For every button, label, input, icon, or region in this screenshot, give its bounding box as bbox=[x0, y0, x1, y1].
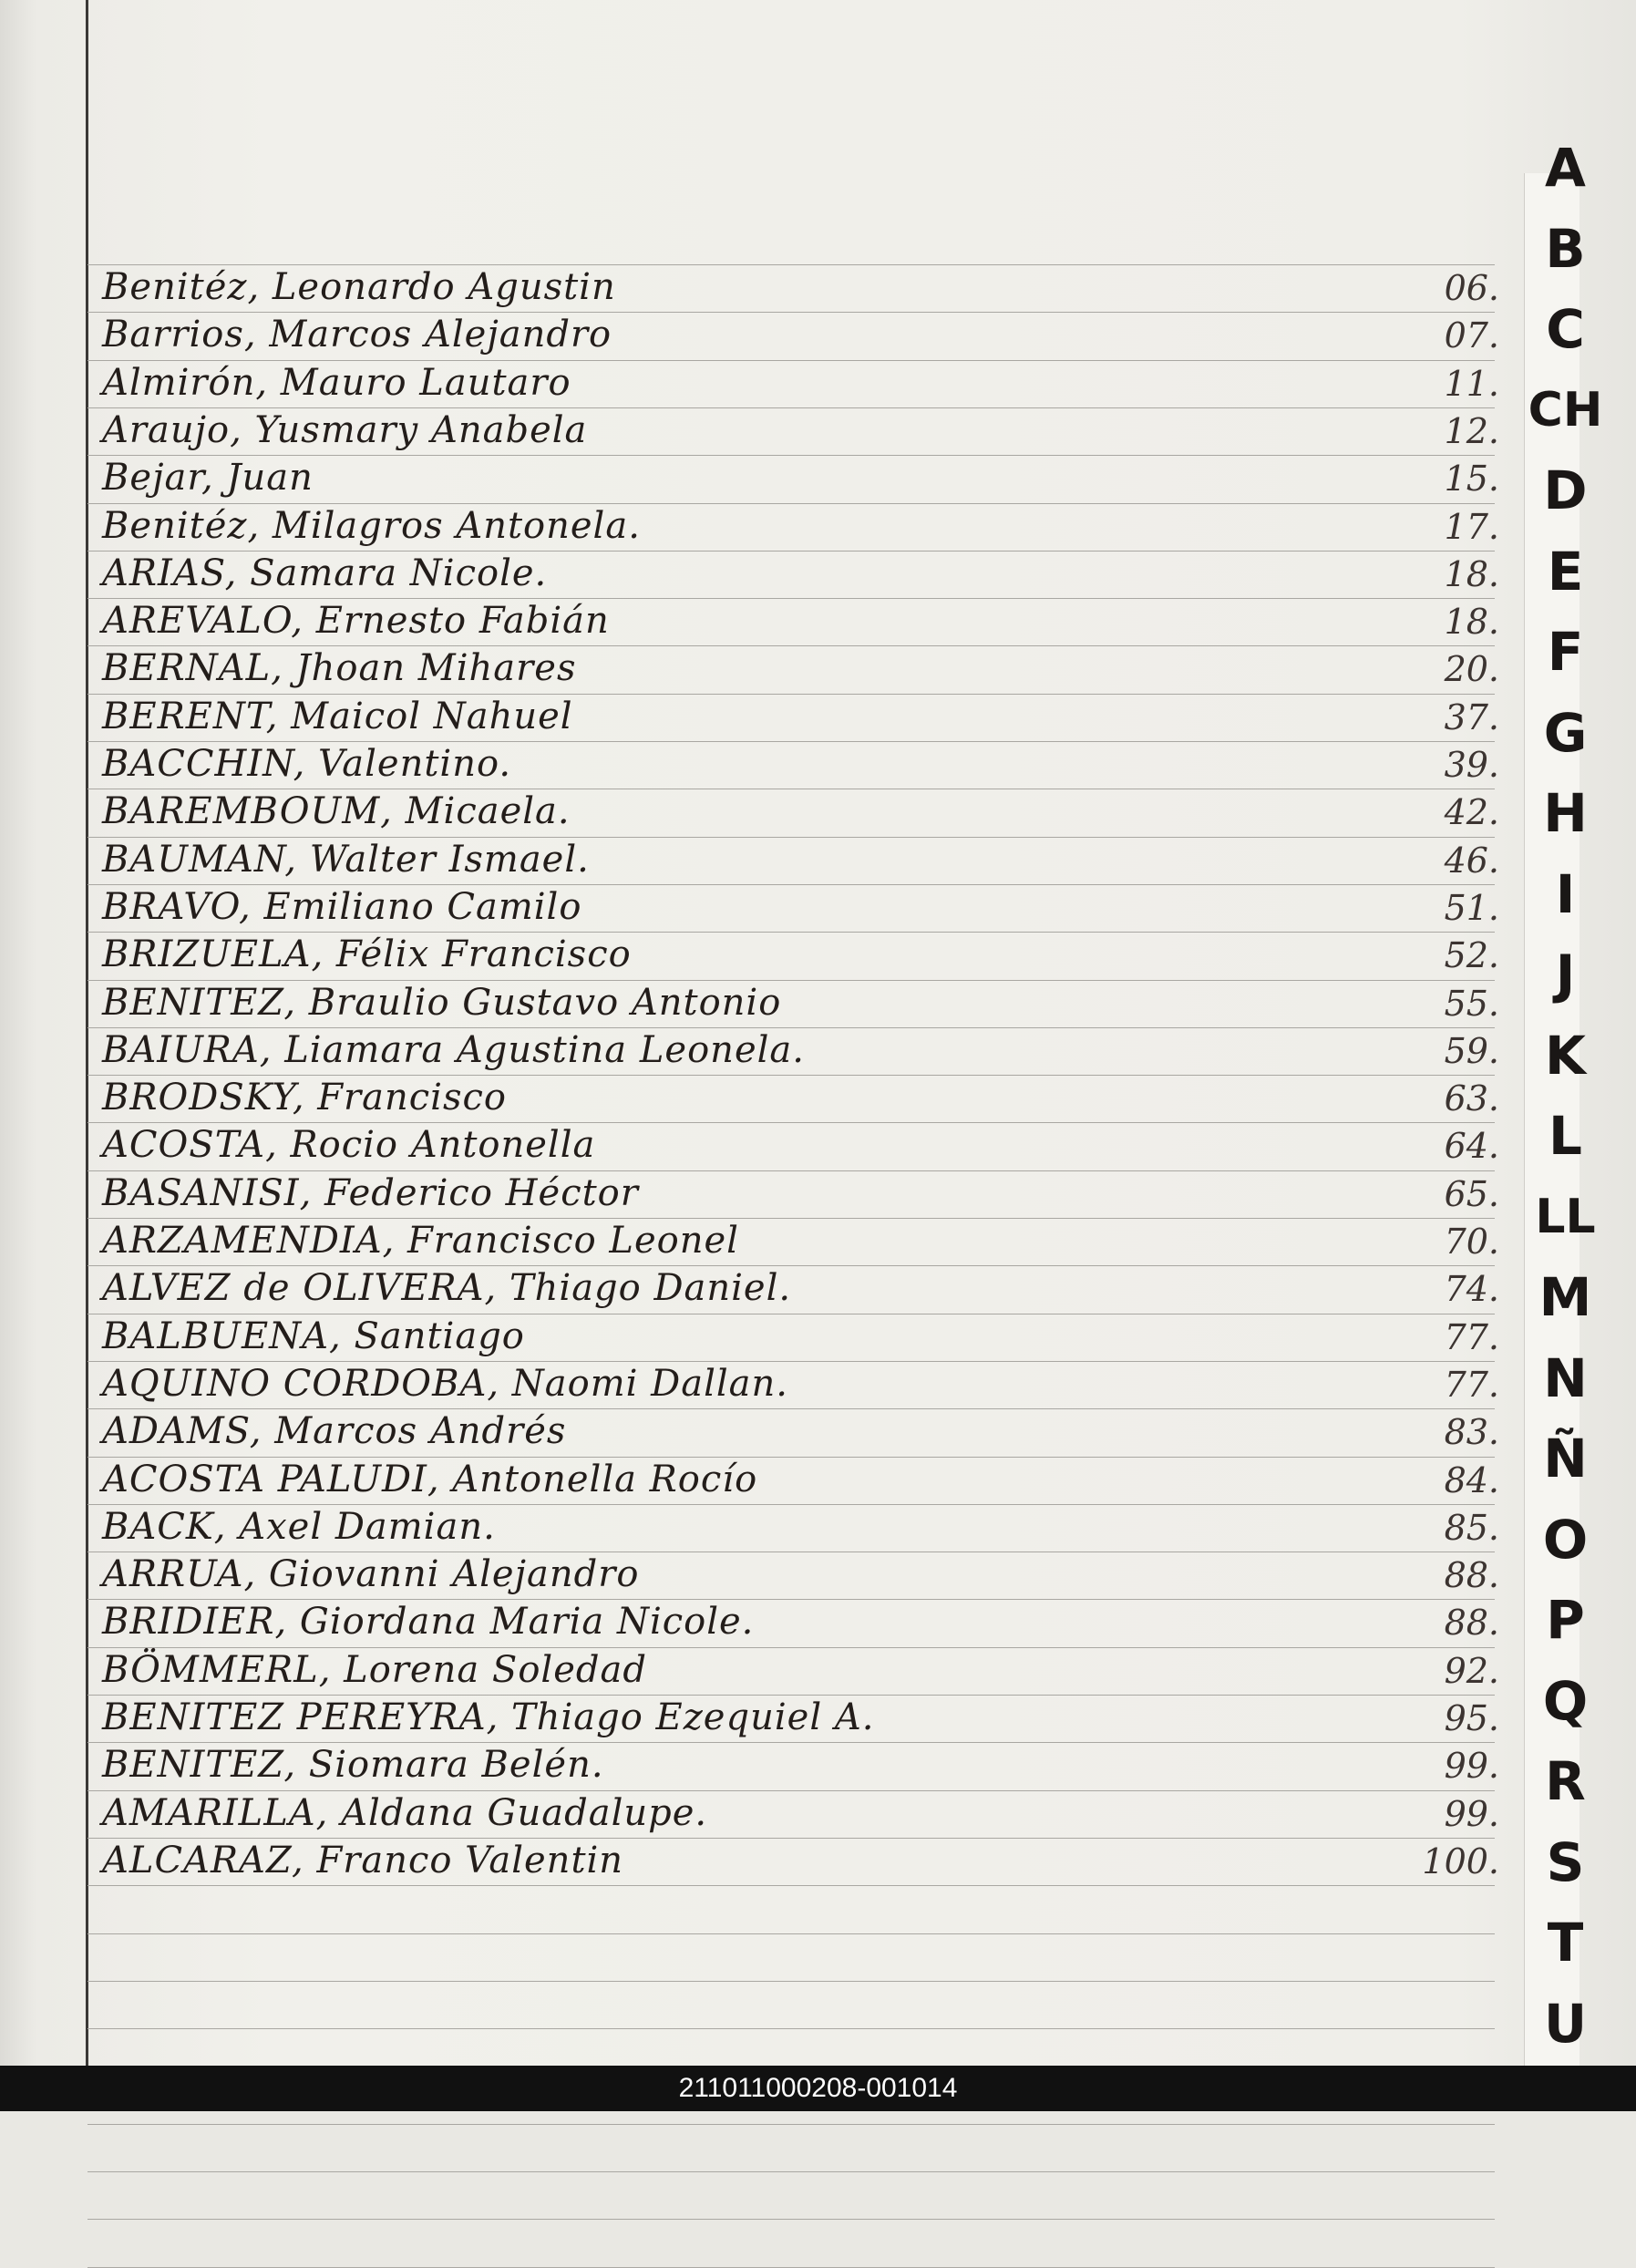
student-name: AMARILLA, Aldana Guadalupe. bbox=[102, 1792, 708, 1834]
list-item bbox=[0, 455, 1531, 502]
list-item bbox=[0, 1218, 1531, 1265]
student-name: Almirón, Mauro Lautaro bbox=[102, 362, 571, 404]
student-name: BRIDIER, Giordana Maria Nicole. bbox=[102, 1601, 755, 1643]
index-tab[interactable]: O bbox=[1542, 1509, 1589, 1571]
student-name: BACK, Axel Damian. bbox=[102, 1506, 496, 1548]
index-tab[interactable]: R bbox=[1545, 1750, 1586, 1812]
list-number: 17. bbox=[1444, 507, 1499, 547]
student-name: Benitéz, Leonardo Agustin bbox=[102, 266, 616, 308]
ruled-line bbox=[87, 2171, 1495, 2172]
student-name: AREVALO, Ernesto Fabián bbox=[102, 600, 610, 642]
student-name: ARRUA, Giovanni Alejandro bbox=[102, 1553, 640, 1595]
list-number: 70. bbox=[1444, 1222, 1499, 1262]
student-name: BERENT, Maicol Nahuel bbox=[102, 696, 573, 737]
list-item bbox=[0, 1647, 1531, 1695]
list-number: 83. bbox=[1444, 1412, 1499, 1452]
list-item bbox=[0, 598, 1531, 645]
list-item bbox=[0, 1075, 1531, 1122]
index-tab[interactable]: Ñ bbox=[1543, 1428, 1588, 1490]
student-name: ACOSTA PALUDI, Antonella Rocío bbox=[102, 1459, 758, 1500]
student-name: BERNAL, Jhoan Mihares bbox=[102, 647, 577, 689]
student-name: BRODSKY, Francisco bbox=[102, 1077, 507, 1119]
student-name: Benitéz, Milagros Antonela. bbox=[102, 505, 641, 547]
list-item bbox=[0, 694, 1531, 741]
list-number: 20. bbox=[1444, 649, 1499, 689]
list-number: 42. bbox=[1444, 792, 1499, 832]
index-tab[interactable]: P bbox=[1546, 1589, 1585, 1651]
student-name: ALVEZ de OLIVERA, Thiago Daniel. bbox=[102, 1267, 792, 1309]
student-name: BENITEZ PEREYRA, Thiago Ezequiel A. bbox=[102, 1696, 875, 1738]
list-item bbox=[0, 1027, 1531, 1075]
list-item bbox=[0, 1170, 1531, 1218]
list-item bbox=[0, 1599, 1531, 1646]
list-item bbox=[0, 1361, 1531, 1408]
list-number: 88. bbox=[1444, 1603, 1499, 1643]
student-name: AQUINO CORDOBA, Naomi Dallan. bbox=[102, 1363, 788, 1405]
list-number: 63. bbox=[1444, 1078, 1499, 1119]
list-number: 77. bbox=[1444, 1317, 1499, 1357]
list-number: 11. bbox=[1444, 364, 1499, 404]
list-number: 95. bbox=[1444, 1698, 1499, 1738]
list-item bbox=[0, 837, 1531, 884]
list-item bbox=[0, 1838, 1531, 1885]
index-tab[interactable]: M bbox=[1538, 1266, 1592, 1328]
index-tab[interactable]: H bbox=[1543, 782, 1588, 844]
list-number: 51. bbox=[1444, 888, 1499, 928]
student-name: BENITEZ, Siomara Belén. bbox=[102, 1744, 604, 1786]
list-number: 55. bbox=[1444, 984, 1499, 1024]
index-tab[interactable]: G bbox=[1543, 702, 1588, 764]
ruled-line bbox=[87, 2124, 1495, 2125]
alphabet-index bbox=[1495, 0, 1636, 2066]
student-name: BAUMAN, Walter Ismael. bbox=[102, 839, 590, 881]
list-item bbox=[0, 503, 1531, 551]
list-item bbox=[0, 789, 1531, 836]
student-name: BENITEZ, Braulio Gustavo Antonio bbox=[102, 982, 782, 1024]
index-tab[interactable]: K bbox=[1545, 1025, 1586, 1087]
list-number: 07. bbox=[1444, 315, 1499, 356]
student-name: BÖMMERL, Lorena Soledad bbox=[102, 1649, 647, 1691]
list-number: 12. bbox=[1444, 411, 1499, 451]
index-tab[interactable]: U bbox=[1543, 1993, 1588, 2055]
list-number: 15. bbox=[1444, 459, 1499, 499]
list-number: 85. bbox=[1444, 1508, 1499, 1548]
list-item bbox=[0, 264, 1531, 312]
list-item bbox=[0, 741, 1531, 789]
list-number: 84. bbox=[1444, 1460, 1499, 1500]
document-code: 211011000208-001014 bbox=[678, 2073, 958, 2103]
student-name: Araujo, Yusmary Anabela bbox=[102, 409, 588, 451]
list-item bbox=[0, 360, 1531, 407]
student-name: ARZAMENDIA, Francisco Leonel bbox=[102, 1220, 739, 1262]
student-name: ADAMS, Marcos Andrés bbox=[102, 1410, 567, 1452]
student-name: BACCHIN, Valentino. bbox=[102, 743, 512, 785]
index-tab[interactable]: CH bbox=[1528, 383, 1603, 438]
list-number: 59. bbox=[1444, 1031, 1499, 1071]
index-tab[interactable]: Q bbox=[1542, 1670, 1589, 1732]
list-item bbox=[0, 1457, 1531, 1504]
list-item bbox=[0, 1314, 1531, 1361]
list-item bbox=[0, 1790, 1531, 1838]
ruled-line bbox=[87, 2219, 1495, 2220]
list-item bbox=[0, 1552, 1531, 1599]
list-number: 18. bbox=[1444, 554, 1499, 594]
list-number: 92. bbox=[1444, 1651, 1499, 1691]
list-number: 99. bbox=[1444, 1746, 1499, 1786]
list-number: 06. bbox=[1444, 268, 1499, 308]
index-tab[interactable]: LL bbox=[1535, 1190, 1596, 1244]
list-number: 100. bbox=[1422, 1841, 1499, 1881]
list-item bbox=[0, 645, 1531, 693]
index-tab[interactable]: B bbox=[1545, 218, 1586, 280]
student-name: BRIZUELA, Félix Francisco bbox=[102, 933, 632, 975]
list-item bbox=[0, 1122, 1531, 1170]
list-number: 46. bbox=[1444, 840, 1499, 881]
student-name: BAREMBOUM, Micaela. bbox=[102, 790, 571, 832]
index-tab[interactable]: S bbox=[1546, 1831, 1585, 1893]
list-item bbox=[0, 1742, 1531, 1789]
student-name: Bejar, Juan bbox=[102, 457, 314, 499]
list-item bbox=[0, 1504, 1531, 1552]
list-item bbox=[0, 1408, 1531, 1456]
student-name: ACOSTA, Rocio Antonella bbox=[102, 1124, 596, 1166]
list-item bbox=[0, 407, 1531, 455]
list-number: 99. bbox=[1444, 1794, 1499, 1834]
index-tab[interactable]: L bbox=[1549, 1105, 1582, 1167]
list-number: 88. bbox=[1444, 1555, 1499, 1595]
list-item bbox=[0, 884, 1531, 932]
index-tab[interactable]: D bbox=[1543, 459, 1588, 521]
index-tab[interactable]: A bbox=[1545, 137, 1586, 199]
list-item bbox=[0, 932, 1531, 979]
list-number: 18. bbox=[1444, 602, 1499, 642]
list-item bbox=[0, 980, 1531, 1027]
list-item bbox=[0, 1695, 1531, 1742]
list-number: 52. bbox=[1444, 935, 1499, 975]
index-tab[interactable]: E bbox=[1547, 541, 1584, 603]
index-tab[interactable]: I bbox=[1555, 863, 1576, 925]
student-name: BRAVO, Emiliano Camilo bbox=[102, 886, 582, 928]
list-item bbox=[0, 312, 1531, 359]
student-name: ALCARAZ, Franco Valentin bbox=[102, 1840, 624, 1881]
list-number: 39. bbox=[1444, 745, 1499, 785]
index-tab[interactable]: J bbox=[1555, 943, 1576, 1005]
index-tab[interactable]: T bbox=[1547, 1912, 1584, 1974]
list-item bbox=[0, 1265, 1531, 1313]
list-number: 64. bbox=[1444, 1126, 1499, 1166]
list-number: 74. bbox=[1444, 1269, 1499, 1309]
footer-bar bbox=[0, 2066, 1636, 2111]
index-tab[interactable]: N bbox=[1543, 1347, 1588, 1409]
list-number: 77. bbox=[1444, 1365, 1499, 1405]
student-name: Barrios, Marcos Alejandro bbox=[102, 314, 612, 356]
student-name: ARIAS, Samara Nicole. bbox=[102, 552, 548, 594]
student-name: BAIURA, Liamara Agustina Leonela. bbox=[102, 1029, 805, 1071]
index-tab[interactable]: C bbox=[1546, 298, 1585, 360]
index-tab[interactable]: F bbox=[1547, 621, 1584, 683]
student-name: BALBUENA, Santiago bbox=[102, 1315, 525, 1357]
list-number: 37. bbox=[1444, 697, 1499, 737]
list-item bbox=[0, 551, 1531, 598]
student-name: BASANISI, Federico Héctor bbox=[102, 1172, 639, 1214]
list-number: 65. bbox=[1444, 1174, 1499, 1214]
